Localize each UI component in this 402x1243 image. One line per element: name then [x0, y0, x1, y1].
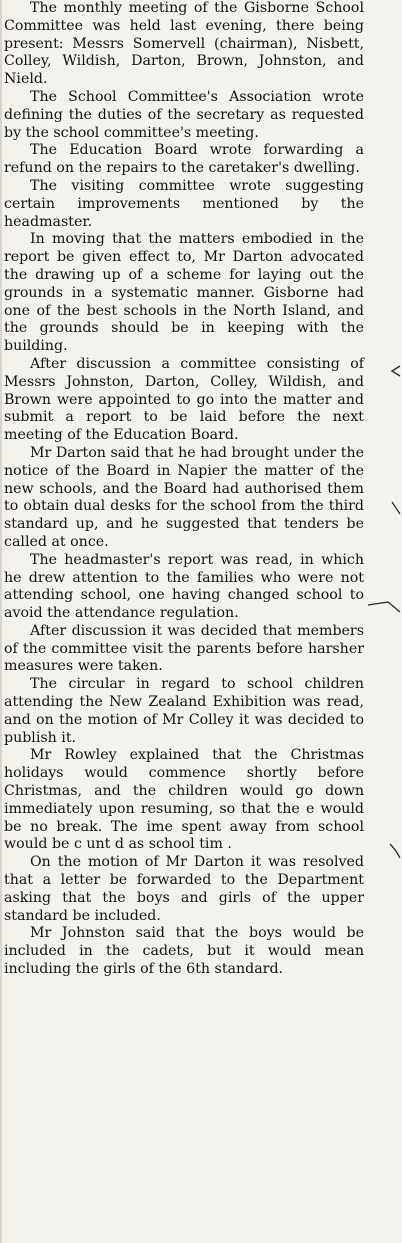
- paragraph-association: The School Committee's Association wrote defining the duties of the secretary as requested by the school committee's meeting.: [4, 88, 364, 141]
- paragraph-dual-desks: Mr Darton said that he had brought under the notice of the Board in Napier the matter of the new schools, and the Board had authorised them to obtain dual desks for the school from the third standard up, and he suggested that tenders be called at once.: [4, 444, 364, 550]
- paragraph-refund: The Education Board wrote forwarding a refund on the repairs to the caretaker's dwelling.: [4, 142, 364, 177]
- paragraph-headmaster-report: The headmaster's report was read, in which he drew attention to the families who were not attending school, one having changed school to avoid the attendance regulation.: [4, 551, 364, 622]
- paragraph-visiting-committee: The visiting committee wrote suggesting certain improvements mentioned by the headmaster.: [4, 177, 364, 230]
- margin-mark-curve: [366, 842, 402, 860]
- margin-mark-arrow: [366, 362, 402, 380]
- paragraph-committee-appointed: After discussion a committee consisting of Messrs Johnston, Darton, Colley, Wildish, and Brown were appointed to go into the matter and submit a report to be laid before the next meeting of the Education Board.: [4, 355, 364, 444]
- paragraph-meeting: The monthly meeting of the Gisborne School Committee was held last evening, there being present: Messrs Somervell (chairman), Nisbett, Colley, Wildish, Darton, Brown, Johnston, and Nield.: [4, 0, 364, 88]
- paragraph-visit-parents: After discussion it was decided that members of the committee visit the parents before harsher measures were taken.: [4, 622, 364, 675]
- paragraph-grounds-scheme: In moving that the matters embodied in the report be given effect to, Mr Darton advocated the drawing up of a scheme for laying out the grounds in a systematic manner. Gisborne had one of the best schools in the North Island, and the grounds should be in keeping with the building.: [4, 231, 364, 355]
- margin-mark-line: [366, 596, 402, 614]
- paragraph-letter-department: On the motion of Mr Darton it was resolved that a letter be forwarded to the Department asking that the boys and girls of the upper standard be included.: [4, 854, 364, 924]
- paragraph-christmas-holidays: Mr Rowley explained that the Christmas holidays would commence shortly before Christmas, and the children would go down immediately upon resuming, so that the e would be no break. The ime spent away from school would be c unt d as school tim .: [4, 747, 364, 853]
- paragraph-exhibition-circular: The circular in regard to school children attending the New Zealand Exhibition was read, and on the motion of Mr Colley it was decided to publish it.: [4, 676, 364, 746]
- paragraph-cadets: Mr Johnston said that the boys would be included in the cadets, but it would mean including the girls of the 6th standard.: [4, 925, 364, 978]
- margin-mark-tick: [366, 500, 402, 518]
